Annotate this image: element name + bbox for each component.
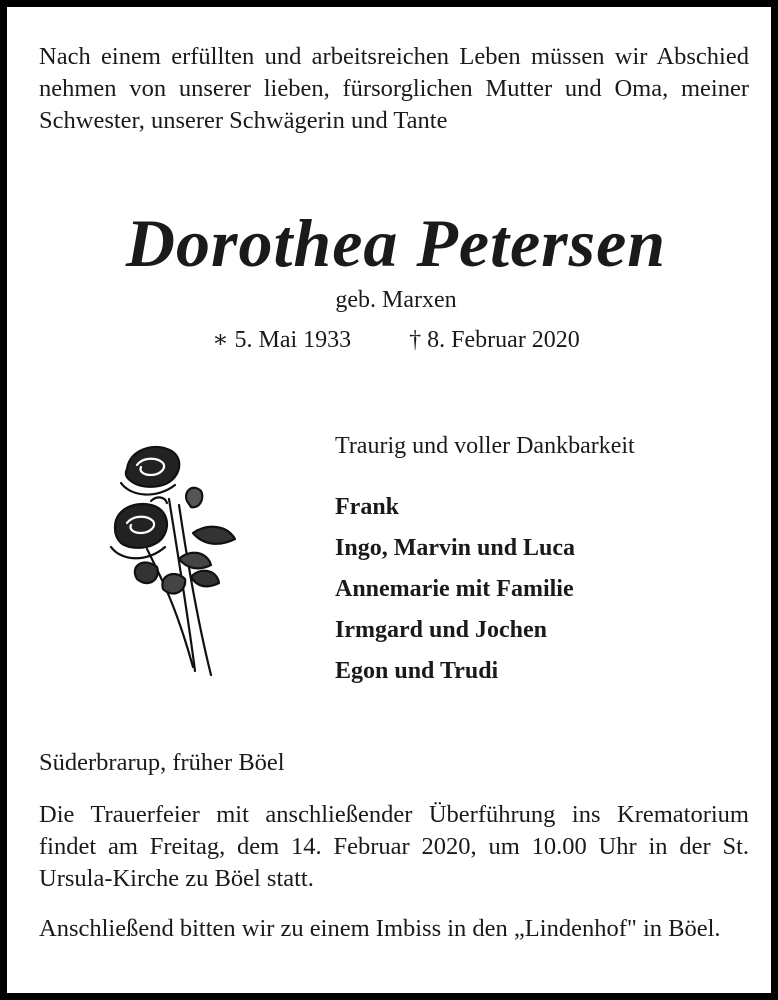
place-text: Süderbrarup, früher Böel <box>39 749 285 776</box>
deceased-name: Dorothea Petersen <box>125 205 667 281</box>
maiden-name: geb. Marxen <box>335 287 457 313</box>
death-date: † 8. Februar 2020 <box>409 327 580 353</box>
mourner-list <box>335 487 575 692</box>
mourner-name: Frank <box>335 494 400 520</box>
mourner-name: Annemarie mit Familie <box>335 576 574 602</box>
intro-text: Nach einem erfüllten und arbeitsreichen Leben müssen wir Abschied nehmen von unserer lieben, fürsorglichen Mutter und Oma, meiner Schwester, unserer Schwägerin und Tante <box>39 43 749 134</box>
life-dates <box>7 325 778 355</box>
mourner-name: Ingo, Marvin und Luca <box>335 535 576 561</box>
invitation-text: Anschließend bitten wir zu einem Imbiss in den „Lindenhof" in Böel. <box>39 915 721 942</box>
birth-date: ∗ 5. Mai 1933 <box>212 327 352 353</box>
mourner-name: Egon und Trudi <box>335 658 499 684</box>
mourner-name: Irmgard und Jochen <box>335 617 548 643</box>
mourning-title: Traurig und voller Dankbarkeit <box>335 433 635 459</box>
rose-icon <box>107 439 247 679</box>
ceremony-text: Die Trauerfeier mit anschließender Überführung ins Krematorium findet am Freitag, dem 14. Februar 2020, um 10.00 Uhr in der St. Ursula-Kirche zu Böel statt. <box>39 801 749 892</box>
